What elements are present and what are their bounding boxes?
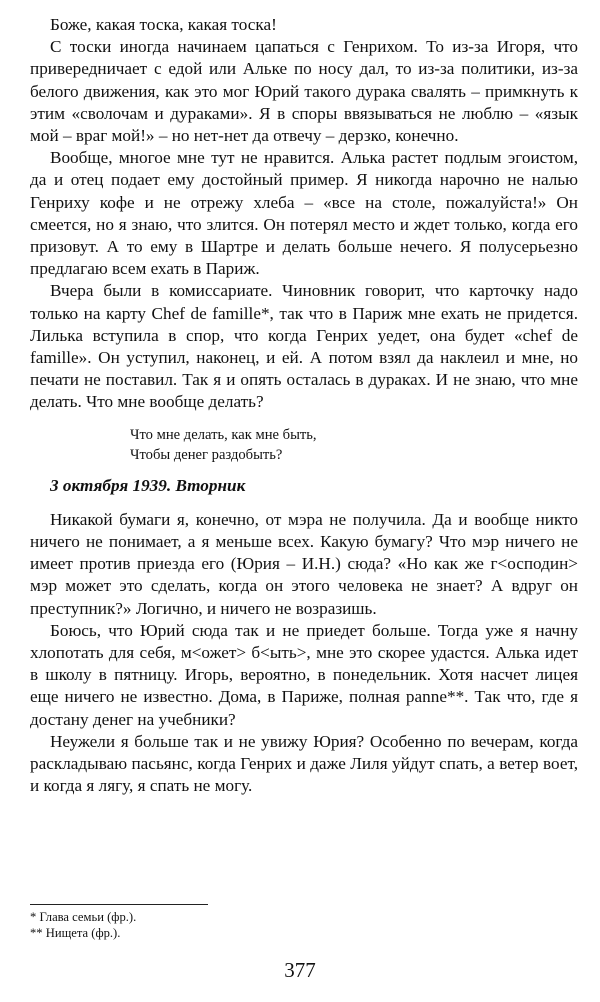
paragraph: Никакой бумаги я, конечно, от мэра не получила. Да и вообще никто ничего не понимает, а я меньше всех. Какую бумагу? Что мэр ничего не имеет против приезда его (Юрия – И.Н.) сюда? «Но как же г<осподин> мэр может это сделать, когда он этого человека не знает? А вдруг он преступник?» Логично, и ничего не возразишь. [30,509,578,618]
diary-date-heading: 3 октября 1939. Вторник [50,475,246,495]
footnote: * Глава семьи (фр.). [30,910,137,924]
page-number: 377 [284,958,316,982]
body-text [30,14,578,798]
verse-line: Что мне делать, как мне быть, [130,426,317,443]
paragraph: Боже, какая тоска, какая тоска! [50,15,277,34]
verse [130,425,578,465]
paragraph: С тоски иногда начинаем цапаться с Генрихом. То из-за Игоря, что привередничает с едой или Альке по носу дал, то из-за политики, из-за белого движения, как это мог Юрий такого дурака свалять – примкнуть к этим «сволочам и дураками». Я в споры ввязываться не люблю – «язык мой – враг мой!» – но нет-нет да отвечу – дерзко, конечно. [30,37,578,146]
paragraph: Боюсь, что Юрий сюда так и не приедет больше. Тогда уже я начну хлопотать для себя, м<ожет> б<ыть>, мне это скорее удастся. Алька идет в школу в пятницу. Игорь, вероятно, в понедельник. Хотя насчет лицея еще ничего не известно. Дома, в Париже, полная panne**. Так что, где я достану денег на учебники? [30,620,578,729]
footnote: ** Нищета (фр.). [30,926,121,940]
paragraph: Неужели я больше так и не увижу Юрия? Особенно по вечерам, когда раскладываю пасьянс, когда Генрих и даже Лиля уйдут спать, а ветер воет, и когда я лягу, я спать не могу. [30,731,578,796]
verse-line: Чтобы денег раздобыть? [130,446,283,463]
paragraph: Вообще, многое мне тут не нравится. Алька растет подлым эгоистом, да и отец подает ему достойный пример. Я никогда нарочно не налью Генриху кофе и не отрежу хлеба – «все на столе, пожалуйста!» Он смеется, но я знаю, что злится. Он потерял место и ждет только, когда его призовут. А то ему в Шартре и делать больше нечего. Я полусерьезно предлагаю всем ехать в Париж. [30,148,578,279]
footnotes [30,909,578,941]
paragraph: Вчера были в комиссариате. Чиновник говорит, что карточку надо только на карту Chef de famille*, так что в Париж мне ехать не придется. Лилька вступила в спор, что когда Генрих уедет, она будет «chef de famille». Он уступил, наконец, и ей. А потом взял да наклеил и мне, но печати не поставил. Так я и опять осталась в дураках. И не знаю, что мне делать. Что мне вообще делать? [30,281,578,412]
footnote-separator [30,904,208,905]
